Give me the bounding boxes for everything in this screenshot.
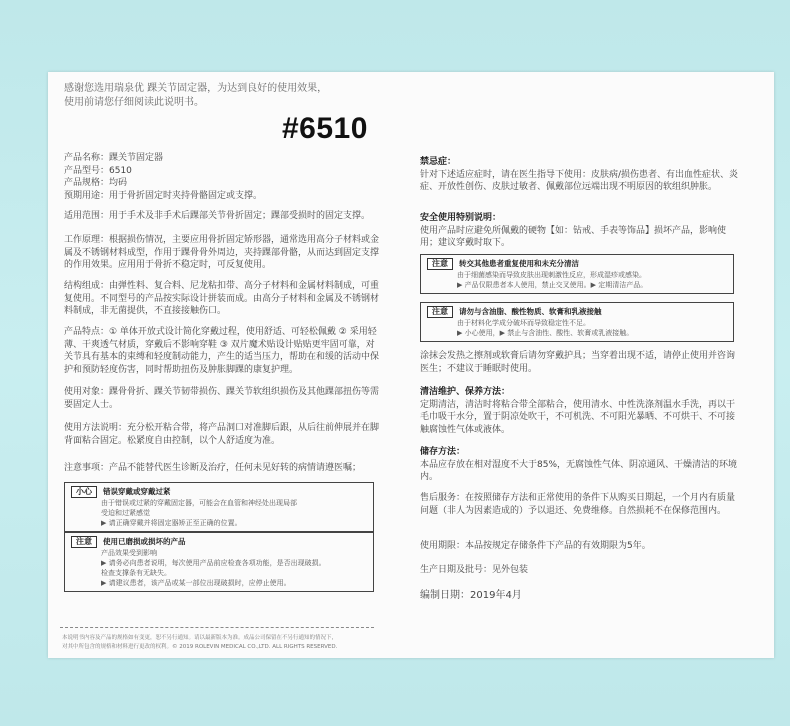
footer-line-1: 本说明书内容及产品的规格如有变更，恕不另行通知。请以最新版本为准。成品公司保留在不另行通知的情况下， [62, 635, 338, 641]
principle-section: 工作原理：根据损伤情况，主要应用骨折固定矫形器，通常选用高分子材料或金属及不锈钢材料成型，作用于踝骨骨外周边，夹持踝部骨骼，从而达到固定支撑的作用效果。应用用于骨折不稳定时，可反复使用。 [64, 235, 380, 270]
structure-section: 结构组成：由弹性料、复合料、尼龙粘扣带、高分子材料和金属材料制成，可重复使用。不同型号的产品按实际设计拼装而成。由高分子材料和金属及不锈钢材料制成，非无菌提供，不直接接触伤口。 [64, 281, 380, 316]
footer-text [62, 634, 382, 652]
damaged-line-2: ▶ 请务必向患者说明，每次使用产品前应检查各项功能，是否出现破损。 [101, 559, 326, 567]
damaged-line-4: ▶ 请建议患者，该产品或某一部位出现破损时，应停止使用。 [101, 579, 291, 587]
product-basic-info [64, 152, 374, 202]
intro-text [64, 82, 384, 110]
acid-box [420, 302, 734, 342]
product-size: 产品规格：均码 [64, 178, 128, 188]
clean-section [420, 386, 740, 436]
acid-title: 请勿与含油脂、酸性物质、软膏和乳液接触 [459, 307, 602, 316]
storage-title: 储存方法： [420, 447, 466, 457]
damaged-box [64, 532, 374, 592]
safety-body: 使用产品时应避免所佩戴的硬物【如：钻戒、手表等饰品】损坏产品，影响使用；建议穿戴时取下。 [420, 225, 727, 248]
careful-box [64, 482, 374, 532]
reuse-title: 转交其他患者重复使用和未充分清洁 [459, 259, 579, 268]
left-column [64, 82, 384, 110]
contra-body: 针对下述适应症时，请在医生指导下使用：皮肤病/损伤患者、有出血性症状、炎症、开放性创伤、皮肤过敏者、佩戴部位远端出现不明原因的软组织肿胀。 [420, 169, 739, 192]
clean-title: 清洁维护、保养方法： [420, 387, 511, 397]
target-section: 使用对象：踝骨骨折、踝关节韧带损伤、踝关节软组织损伤及其他踝部扭伤等需要固定人士。 [64, 387, 380, 410]
careful-tag: 小心 [71, 486, 97, 498]
damaged-line-1: 产品效果受到影响 [101, 549, 157, 557]
damaged-title: 使用已磨损或损坏的产品 [103, 537, 186, 546]
careful-title: 错误穿戴或穿戴过紧 [103, 487, 171, 496]
product-name: 产品名称：踝关节固定器 [64, 153, 164, 163]
model-number: #6510 [282, 112, 368, 145]
storage-body: 本品应存放在相对湿度不大于85%，无腐蚀性气体、阴凉通风、干燥清洁的环境内。 [420, 459, 738, 482]
safety-section [420, 212, 740, 250]
reuse-box [420, 254, 734, 294]
intro-line-2: 使用前请您仔细阅读此说明书。 [64, 97, 204, 108]
careful-line-3: ▶ 请正确穿戴并将固定器矫正至正确的位置。 [101, 519, 242, 527]
coat-note: 涂抹会发热之擦剂或软膏后请勿穿戴护具；当穿着出现不适，请停止使用并咨询医生；不建议于睡眠时使用。 [420, 351, 736, 374]
contra-title: 禁忌症： [420, 157, 457, 167]
reuse-line-1: 由于细菌感染而导致皮肤出现刺激性反应，形成湿疹或感染。 [457, 271, 646, 279]
clean-body: 定期清洁，清洁时将粘合带全部粘合，使用清水、中性洗涤剂温水手洗，再以干毛巾吸干水分，置于阴凉处吹干，不可机洗、不可阳光暴晒、不可烘干、不可接触腐蚀性气体或液体。 [420, 399, 736, 435]
careful-line-1: 由于错误或过紧的穿戴固定器，可能会在血管和神经处出现局部 [101, 499, 297, 507]
product-type: 产品型号：6510 [64, 165, 132, 176]
scope-section: 适用范围：用于手术及非手术后踝部关节骨折固定；踝部受损时的固定支撑。 [64, 211, 371, 221]
period-section: 使用期限：本品按规定存储条件下产品的有效期限为5年。 [420, 541, 651, 551]
footer-line-2: 对其中所包含的规格和材料进行更改的权利。© 2019 ROLEVIN MEDICAL CO.,LTD. ALL RIGHTS RESERVED. [62, 644, 338, 650]
reuse-tag: 注意 [427, 258, 453, 270]
service-section: 售后服务：在按照储存方法和正常使用的条件下从购买日期起，一个月内有质量问题（非人为因素造成的）予以退还、免费维修。自然损耗不在保修范围内。 [420, 493, 736, 516]
acid-line-1: 由于材料化学成分破坏而导致稳定性不足。 [457, 319, 590, 327]
method-section: 使用方法说明：充分松开粘合带，将产品洞口对准脚后跟，从后往前伸展并在脚背面粘合固定。松紧度自由控制，以个人舒适度为准。 [64, 423, 380, 446]
notes-section: 注意事项：产品不能替代医生诊断及治疗，任何未见好转的病情请遵医嘱； [64, 463, 362, 473]
damaged-tag: 注意 [71, 536, 97, 548]
instruction-sheet [48, 72, 774, 658]
batch-section: 生产日期及批号：见外包装 [420, 565, 529, 575]
careful-line-2: 受迫和过紧感觉 [101, 509, 150, 517]
features-section: 产品特点：① 单体开放式设计简化穿戴过程，使用舒适、可轻松佩戴 ② 采用轻薄、干爽透气材质，穿戴后不影响穿鞋 ③ 双片魔术贴设计贴贴更牢固可靠，对关节具有基本的束缚和轻度制动能力，产生的适当压力，帮助在和缓的活动中保护和预防轻度伤害，同时帮助扭伤及肿胀脚踝的康复护理。 [64, 327, 380, 375]
storage-section [420, 446, 740, 484]
damaged-line-3: 检查支撑条有无缺失。 [101, 569, 171, 577]
footer-divider [60, 627, 374, 628]
acid-tag: 注意 [427, 306, 453, 318]
contraindication-section [420, 156, 740, 194]
compiled-date: 编制日期：2019年4月 [420, 590, 522, 601]
product-use: 预期用途：用于骨折固定时夹持骨骼固定或支撑。 [64, 190, 263, 201]
intro-line-1: 感谢您选用瑞泉优 踝关节固定器，为达到良好的使用效果， [64, 83, 328, 94]
safety-title: 安全使用特别说明： [420, 213, 502, 223]
acid-line-2: ▶ 小心使用，▶ 禁止与含油性、酸性、软膏或乳液接触。 [457, 329, 634, 337]
reuse-line-2: ▶ 产品仅限患者本人使用，禁止交叉使用。▶ 定期清洁产品。 [457, 281, 648, 289]
